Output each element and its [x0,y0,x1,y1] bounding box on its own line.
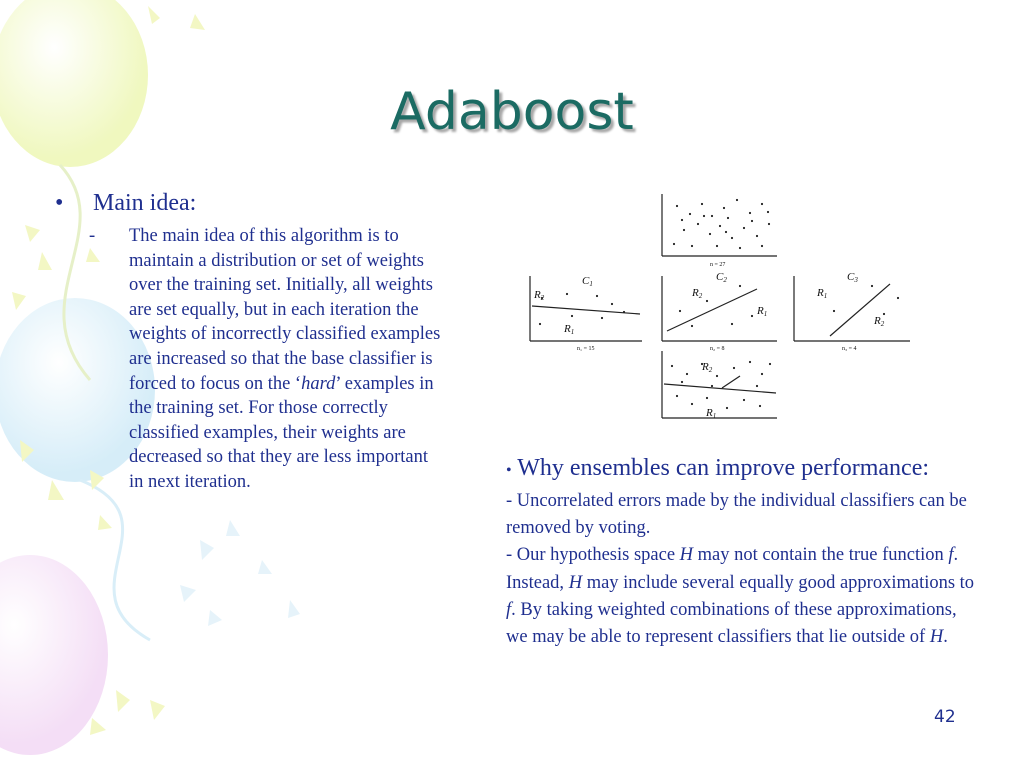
caption-n3: n₃ = 4 [842,346,857,352]
point-2 [506,542,976,651]
bullet-marker: • [506,462,512,479]
classifier-line-c3 [830,284,890,336]
main-idea-section [55,188,445,495]
label-r1: R1 [706,407,717,420]
bullet-item [55,188,445,218]
text-part: - Our hypothesis space [506,545,680,566]
label-r2: R2 [702,361,713,374]
text-italic: f [948,545,954,566]
dash-marker: - [89,226,96,246]
sub-item [55,224,445,495]
slide-title: Adaboost [390,82,634,142]
caption-top: n = 27 [710,262,726,268]
text-italic: f [506,599,512,620]
text-part: may include several equally good approximations to [582,572,975,593]
label-r1: R1 [757,305,768,318]
data-points [539,199,899,409]
text-italic: H [929,627,944,648]
main-idea-text [129,224,445,495]
text-part: . By taking weighted combinations of these approximations, we may be able to represent classifiers that lie outside of [506,599,957,648]
ensemble-figure [512,186,912,430]
classifier-line-c2 [667,289,757,331]
text-italic: H [568,572,583,593]
text-italic: H [679,545,694,566]
page-number: 42 [934,707,956,727]
ensembles-section [506,452,976,651]
caption-n1: n₁ = 15 [577,346,595,352]
point-1: - Uncorrelated errors made by the individual classifiers can be removed by voting. [506,491,967,539]
text-part: . [943,627,948,648]
combined-line [722,376,740,388]
caption-n2: n₂ = 8 [710,346,725,352]
label-r1: R1 [817,287,828,300]
label-c1: C1 [582,275,593,288]
heading-text: Why ensembles can improve performance: [517,455,930,481]
label-c3: C3 [847,271,858,284]
label-r1: R1 [564,323,575,336]
label-r2: R2 [692,287,703,300]
bullet-marker: • [55,190,64,216]
text-part: ’ examples in the training set. For those correctly classified examples, their weights are decreased so that they are less important in next iteration. [129,373,434,492]
text-part: . Instead, [506,545,959,593]
text-part: may not contain the true function [693,545,949,566]
text-part: The main idea of this algorithm is to maintain a distribution or set of weights over the training set. Initially, all weights are set equally, but in each iteration the weights of incorrectly classified examples are increased so that the base classifier is forced to focus on the ‘ [129,226,441,394]
section-body [506,488,976,651]
text-italic: hard [301,373,336,394]
label-r2: R2 [874,315,885,328]
confetti [180,520,300,626]
bullet-label: Main idea: [93,190,197,216]
label-c2: C2 [716,271,727,284]
section-heading [506,452,976,487]
label-r2: R2 [534,289,545,302]
combined-line [664,384,776,393]
